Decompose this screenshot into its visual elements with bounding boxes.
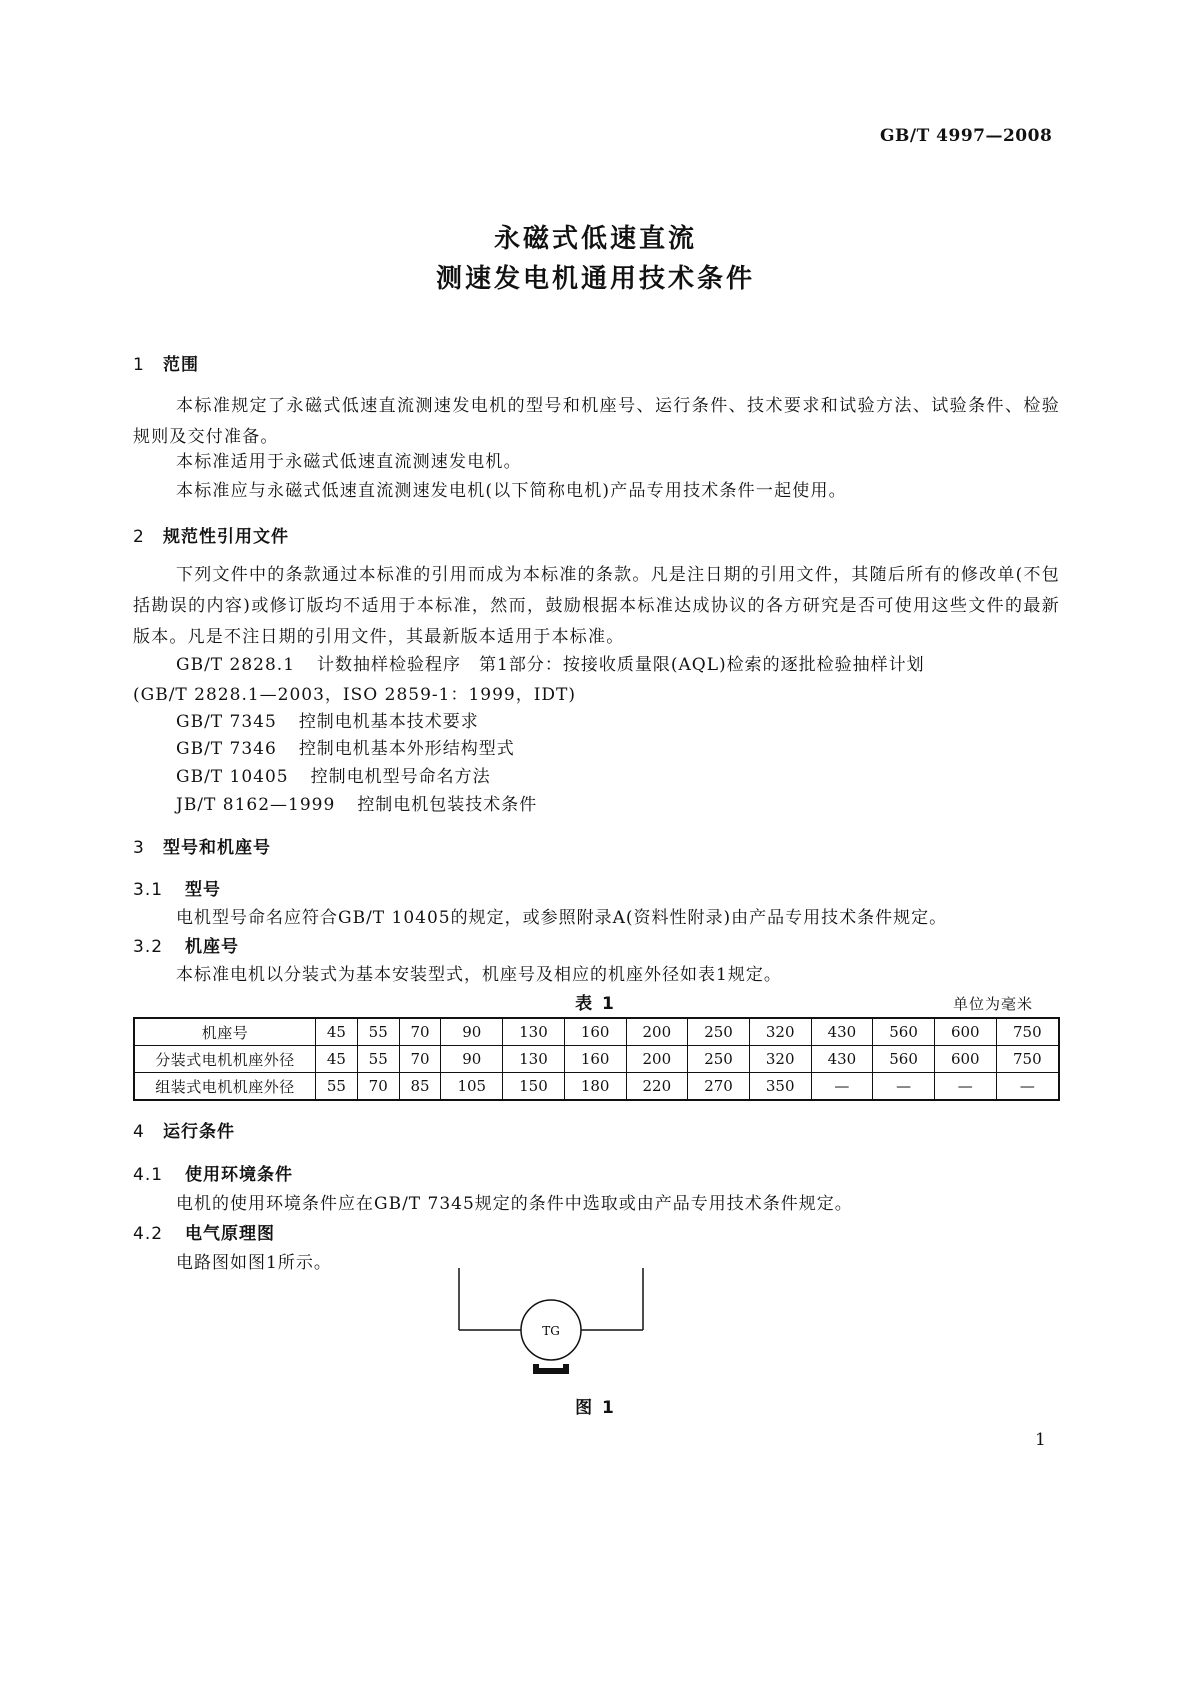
table-cell: —	[811, 1073, 873, 1101]
section-2-heading	[133, 522, 289, 547]
table-cell: 600	[934, 1018, 996, 1046]
subsection-4-2-text: 电路图如图1所示。	[176, 1253, 332, 1273]
table-cell: —	[996, 1073, 1059, 1101]
section-title: 型号和机座号	[163, 838, 271, 858]
table-cell: 90	[441, 1046, 503, 1073]
table-cell: 70	[399, 1018, 441, 1046]
subsection-4-2-heading	[133, 1219, 275, 1244]
subsection-4-1-text: 电机的使用环境条件应在GB/T 7345规定的条件中选取或由产品专用技术条件规定。	[176, 1194, 853, 1214]
section-title: 运行条件	[163, 1122, 235, 1142]
table-cell: 85	[399, 1073, 441, 1101]
subsection-3-1-heading	[133, 875, 221, 900]
reference-item	[176, 707, 479, 732]
subsection-number: 3.1	[133, 880, 164, 900]
section-2-paragraph: 下列文件中的条款通过本标准的引用而成为本标准的条款。凡是注日期的引用文件，其随后所有的修改单(不包括勘误的内容)或修订版均不适用于本标准，然而，鼓励根据本标准达成协议的各方研究是否可使用这些文件的最新版本。凡是不注日期的引用文件，其最新版本适用于本标准。	[133, 565, 1060, 647]
figure-caption: 图 1	[575, 1398, 616, 1418]
reference-title: 控制电机基本外形结构型式	[298, 739, 515, 759]
table-cell: 45	[316, 1018, 358, 1046]
document-title-line1: 永磁式低速直流	[493, 224, 697, 254]
subsection-title: 电气原理图	[185, 1224, 275, 1244]
table-cell: 250	[688, 1018, 750, 1046]
row-label: 机座号	[134, 1018, 316, 1046]
section-4-heading	[133, 1117, 235, 1142]
table-cell: 55	[357, 1046, 399, 1073]
table-cell: —	[873, 1073, 935, 1101]
subsection-title: 机座号	[185, 937, 239, 957]
table-cell: 180	[564, 1073, 626, 1101]
reference-code: GB/T 2828.1	[176, 655, 296, 675]
reference-code: GB/T 7346	[176, 739, 277, 759]
reference-code: GB/T 10405	[176, 767, 289, 787]
table-cell: 430	[811, 1046, 873, 1073]
table-cell: 130	[503, 1018, 565, 1046]
section-3-heading	[133, 833, 271, 858]
table-row	[134, 1046, 1059, 1073]
table-cell: 55	[357, 1018, 399, 1046]
section-title: 范围	[163, 355, 199, 375]
table-cell: —	[934, 1073, 996, 1101]
table-caption: 表 1	[575, 994, 616, 1014]
table-cell: 560	[873, 1018, 935, 1046]
reference-code: GB/T 7345	[176, 712, 277, 732]
table-cell: 200	[626, 1046, 688, 1073]
subsection-title: 型号	[185, 880, 221, 900]
reference-item	[176, 650, 925, 675]
page-number: 1	[1035, 1430, 1046, 1450]
reference-title: 控制电机基本技术要求	[298, 712, 479, 732]
subsection-number: 4.2	[133, 1224, 164, 1244]
table-cell: 750	[996, 1046, 1059, 1073]
document-title-line2: 测速发电机通用技术条件	[435, 264, 755, 294]
table-cell: 200	[626, 1018, 688, 1046]
reference-item	[176, 734, 515, 759]
table-cell: 130	[503, 1046, 565, 1073]
section-number: 1	[133, 355, 145, 375]
table-cell: 430	[811, 1018, 873, 1046]
tachogenerator-label: TG	[542, 1324, 560, 1338]
table-cell: 250	[688, 1046, 750, 1073]
frame-size-table	[133, 1017, 1060, 1101]
table-cell: 160	[564, 1046, 626, 1073]
table-cell: 600	[934, 1046, 996, 1073]
subsection-3-1-text: 电机型号命名应符合GB/T 10405的规定，或参照附录A(资料性附录)由产品专用技术条件规定。	[176, 908, 948, 928]
subsection-number: 3.2	[133, 937, 164, 957]
table-cell: 320	[749, 1046, 811, 1073]
reference-title: 计数抽样检验程序 第1部分：按接收质量限(AQL)检索的逐批检验抽样计划	[317, 655, 925, 675]
row-label: 组装式电机机座外径	[134, 1073, 316, 1101]
reference-item	[176, 790, 537, 815]
table-cell: 220	[626, 1073, 688, 1101]
reference-item-continuation: (GB/T 2828.1—2003，ISO 2859-1：1999，IDT)	[133, 685, 577, 705]
reference-item	[176, 762, 491, 787]
section-1-heading	[133, 350, 199, 375]
reference-code: JB/T 8162—1999	[176, 795, 336, 815]
section-number: 4	[133, 1122, 145, 1142]
subsection-4-1-heading	[133, 1160, 293, 1185]
table-cell: 750	[996, 1018, 1059, 1046]
subsection-3-2-heading	[133, 932, 239, 957]
table-cell: 70	[399, 1046, 441, 1073]
section-1-paragraph-2: 本标准适用于永磁式低速直流测速发电机。	[176, 452, 522, 472]
table-cell: 45	[316, 1046, 358, 1073]
subsection-3-2-text: 本标准电机以分装式为基本安装型式，机座号及相应的机座外径如表1规定。	[176, 965, 782, 985]
section-number: 3	[133, 838, 145, 858]
table-cell: 320	[749, 1018, 811, 1046]
table-row	[134, 1073, 1059, 1101]
table-cell: 150	[503, 1073, 565, 1101]
row-label: 分装式电机机座外径	[134, 1046, 316, 1073]
standard-code: GB/T 4997—2008	[880, 126, 1053, 146]
table-cell: 160	[564, 1018, 626, 1046]
subsection-number: 4.1	[133, 1165, 164, 1185]
section-title: 规范性引用文件	[163, 527, 289, 547]
table-cell: 90	[441, 1018, 503, 1046]
section-number: 2	[133, 527, 145, 547]
reference-title: 控制电机包装技术条件	[357, 795, 538, 815]
section-1-paragraph-1: 本标准规定了永磁式低速直流测速发电机的型号和机座号、运行条件、技术要求和试验方法、试验条件、检验规则及交付准备。	[133, 396, 1060, 447]
circuit-diagram	[455, 1268, 655, 1393]
section-1-paragraph-3: 本标准应与永磁式低速直流测速发电机(以下简称电机)产品专用技术条件一起使用。	[176, 481, 847, 501]
table-cell: 55	[316, 1073, 358, 1101]
table-cell: 350	[749, 1073, 811, 1101]
table-unit-note: 单位为毫米	[953, 995, 1034, 1013]
table-cell: 560	[873, 1046, 935, 1073]
table-cell: 70	[357, 1073, 399, 1101]
reference-title: 控制电机型号命名方法	[310, 767, 491, 787]
subsection-title: 使用环境条件	[185, 1165, 293, 1185]
permanent-magnet-base	[533, 1364, 569, 1374]
table-row	[134, 1018, 1059, 1046]
table-cell: 270	[688, 1073, 750, 1101]
table-cell: 105	[441, 1073, 503, 1101]
